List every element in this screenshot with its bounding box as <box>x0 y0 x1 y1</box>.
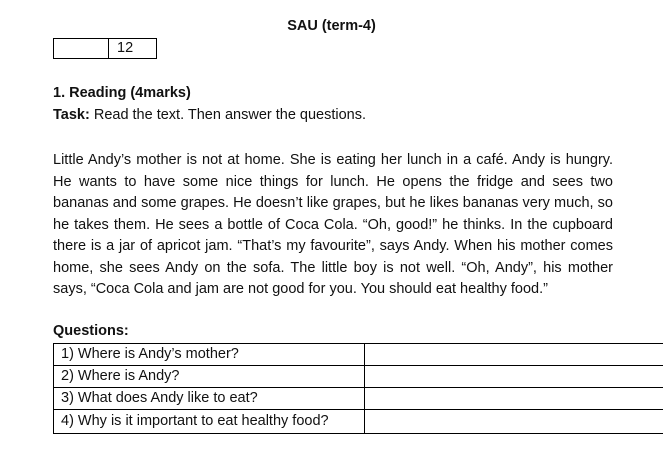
section-heading: 1. Reading (4marks) <box>53 85 191 101</box>
answer-cell[interactable] <box>365 366 663 388</box>
score-box <box>53 38 157 59</box>
task-instruction <box>53 107 366 123</box>
question-text: 4) Why is it important to eat healthy food? <box>54 410 365 434</box>
page-title: SAU (term-4) <box>287 18 376 34</box>
score-blank-cell <box>54 39 109 58</box>
answer-cell[interactable] <box>365 344 663 366</box>
table-row <box>54 388 663 410</box>
questions-heading: Questions: <box>53 323 129 339</box>
score-value: 12 <box>117 40 134 56</box>
answer-cell[interactable] <box>365 410 663 434</box>
questions-table <box>53 343 663 434</box>
question-text: 3) What does Andy like to eat? <box>54 388 365 410</box>
question-text: 1) Where is Andy’s mother? <box>54 344 365 366</box>
task-text: Read the text. Then answer the questions. <box>89 107 367 123</box>
question-text: 2) Where is Andy? <box>54 366 365 388</box>
task-label: Task: <box>53 107 90 123</box>
table-row <box>54 366 663 388</box>
table-row <box>54 410 663 434</box>
answer-cell[interactable] <box>365 388 663 410</box>
table-row <box>54 344 663 366</box>
reading-passage: Little Andy’s mother is not at home. She is eating her lunch in a café. Andy is hungry. He wants to have some nice things for lunch. He opens the fridge and sees two bananas and some grapes. He doesn’t like grapes, but he likes bananas very much, so he takes them. He sees a bottle of Coca Cola. “Oh, good!” he thinks. In the cupboard there is a jar of apricot jam. “That’s my favourite”, says Andy. When his mother comes home, she sees Andy on the sofa. The little boy is not well. “Oh, Andy”, his mother says, “Coca Cola and jam are not good for you. You should eat healthy food.” <box>53 152 613 297</box>
